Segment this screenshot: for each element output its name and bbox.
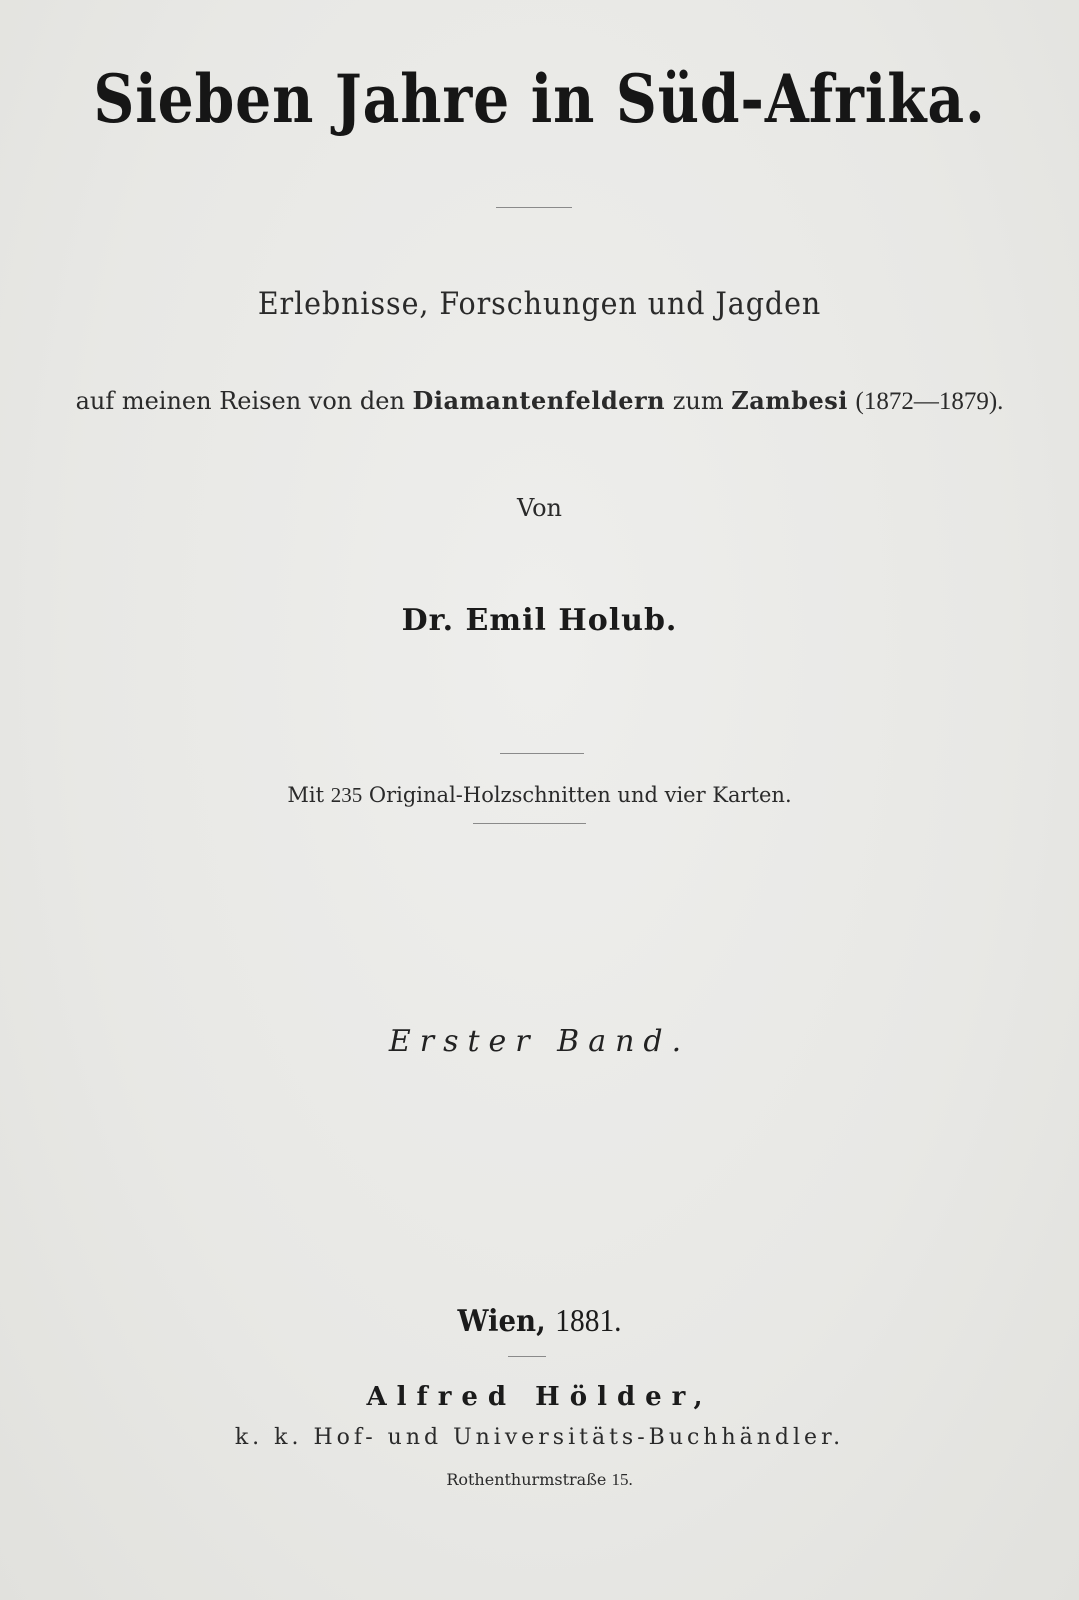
- journey-prefix: auf meinen Reisen von den: [75, 387, 405, 415]
- author-name: Dr. Emil Holub.: [401, 603, 678, 638]
- journey-middle: zum: [672, 387, 724, 415]
- address-number: 15.: [611, 1470, 633, 1489]
- book-title: Sieben Jahre in Süd-Afrika.: [93, 60, 986, 138]
- imprint-place: [43, 1302, 1036, 1339]
- divider-3: [473, 823, 586, 824]
- journey-origin: Diamantenfeldern: [412, 386, 666, 415]
- address-street: Rothenthurmstraße: [446, 1470, 607, 1489]
- publisher-name: Alfred Hölder,: [366, 1382, 713, 1412]
- journey-years: (1872—1879).: [855, 388, 1004, 415]
- illustrations-line: [0, 783, 1079, 808]
- imprint-city: Wien,: [457, 1304, 546, 1339]
- illustrations-prefix: Mit: [287, 783, 325, 807]
- by-label: Von: [516, 494, 563, 522]
- publisher-title: k. k. Hof- und Universitäts-Buchhändler.: [234, 1425, 845, 1450]
- publisher-address: [0, 1470, 1079, 1490]
- book-subtitle: Erlebnisse, Forschungen und Jagden: [257, 286, 822, 322]
- volume-label: Erster Band.: [388, 1024, 691, 1059]
- illustrations-count: 235: [330, 783, 363, 807]
- divider-4: [508, 1356, 546, 1357]
- illustrations-rest: Original-Holzschnitten und vier Karten.: [368, 783, 792, 807]
- journey-line: [0, 386, 1079, 416]
- divider-1: [496, 207, 572, 208]
- divider-2: [500, 753, 584, 754]
- journey-destination: Zambesi: [731, 386, 848, 415]
- imprint-year: 1881.: [555, 1302, 622, 1338]
